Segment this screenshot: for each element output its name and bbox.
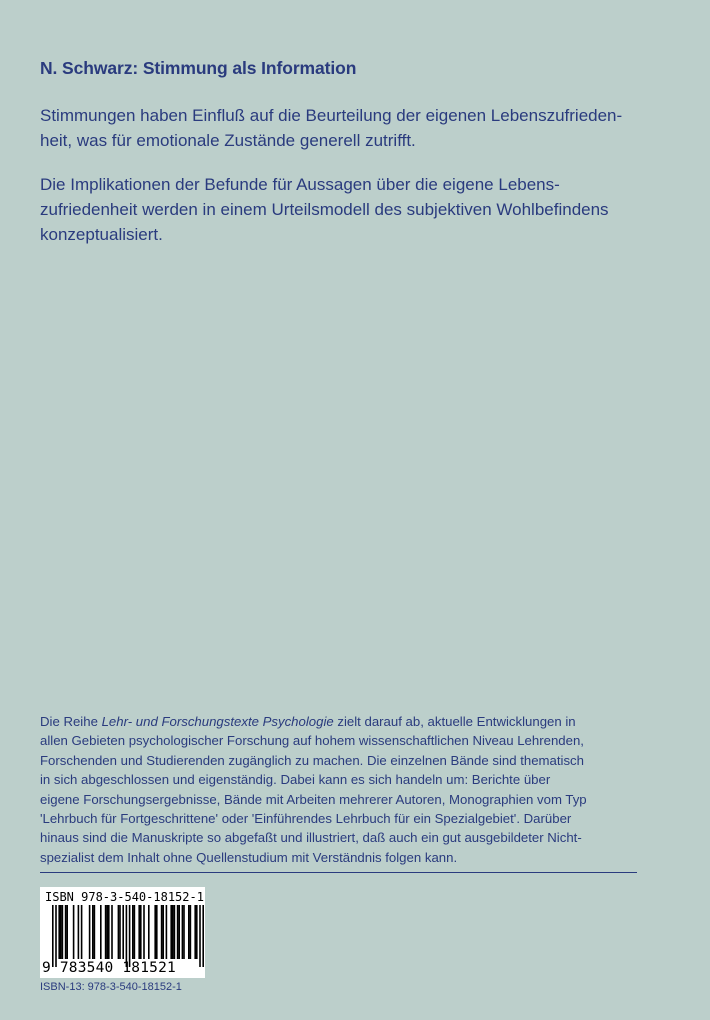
series-line: eigene Forschungsergebnisse, Bände mit Arbeiten mehrerer Autoren, Monographien vom Typ [40, 791, 587, 807]
barcode-bar [172, 905, 174, 959]
isbn13-label: ISBN-13: 978-3-540-18152-1 [40, 981, 182, 993]
barcode-bar [129, 905, 131, 967]
barcode-bar [55, 905, 57, 967]
barcode-bar [183, 905, 185, 959]
barcode-bar [190, 905, 192, 959]
barcode-bar [126, 905, 128, 967]
barcode-bar [122, 905, 124, 959]
series-line: hinaus sind die Manuskripte so abgefaßt und illustriert, daß auch ein gut ausgebildeter Nicht- [40, 830, 582, 846]
barcode-bar [178, 905, 180, 959]
barcode-bar [58, 905, 60, 959]
barcode-bar [66, 905, 68, 959]
barcode-bar [89, 905, 91, 959]
series-line: spezialist dem Inhalt ohne Quellenstudium mit Verständnis folgen kann. [40, 849, 458, 865]
barcode-bar [199, 905, 201, 967]
series-line: Forschenden und Studierenden zugänglich zu machen. Die einzelnen Bände sind thematisch [40, 752, 584, 768]
barcode-bar [73, 905, 75, 959]
barcode-bar [148, 905, 150, 959]
barcode-bar [143, 905, 145, 959]
series-line-rest: zielt darauf ab, aktuelle Entwicklungen in [333, 714, 576, 729]
barcode-bar [100, 905, 102, 959]
barcode-bar [174, 905, 176, 959]
paragraph-line: konzeptualisiert. [40, 225, 163, 244]
barcode-bar [81, 905, 83, 959]
horizontal-divider [40, 872, 637, 873]
series-intro: Die Reihe [40, 714, 102, 729]
barcode-bar [132, 905, 134, 959]
barcode-bar [105, 905, 107, 959]
barcode-bar [161, 905, 163, 959]
barcode-bar [60, 905, 62, 959]
series-line: allen Gebieten psychologischer Forschung auf hohem wissenschaftlichen Niveau Lehrenden, [40, 733, 584, 749]
barcode-bar [138, 905, 140, 959]
barcode-bar [166, 905, 168, 959]
series-line: in sich abgeschlossen und eigenständig. Dabei kann es sich handeln um: Berichte über [40, 772, 551, 788]
barcode-digits: 9 783540 181521 [42, 960, 176, 976]
barcode-bar [188, 905, 190, 959]
barcode-bar [182, 905, 184, 959]
barcode-bar [62, 905, 64, 959]
barcode-bar [194, 905, 196, 959]
barcode-bar [202, 905, 204, 967]
series-line [40, 712, 640, 731]
series-line: 'Lehrbuch für Fortgeschrittene' oder 'Einführendes Lehrbuch für ein Spezialgebiet'. Darüber [40, 811, 572, 827]
barcode-bar [65, 905, 67, 959]
barcode-isbn-text: ISBN 978-3-540-18152-1 [45, 890, 204, 904]
barcode-bar [119, 905, 121, 959]
barcode-bar [134, 905, 136, 959]
barcode-bar [156, 905, 158, 959]
barcode-bar [162, 905, 164, 959]
summary-paragraph-2 [40, 172, 640, 247]
barcode-bar [52, 905, 54, 967]
barcode-bar [196, 905, 198, 959]
paragraph-line: Stimmungen haben Einfluß auf die Beurteilung der eigenen Lebenszufrieden- [40, 106, 623, 125]
barcode-bar [92, 905, 94, 959]
barcode-bar [118, 905, 120, 959]
barcode-bar [111, 905, 113, 959]
paragraph-line: Die Implikationen der Befunde für Aussagen über die eigene Lebens- [40, 175, 560, 194]
barcode-bar [108, 905, 110, 959]
summary-paragraph-1 [40, 103, 640, 153]
paragraph-line: zufriedenheit werden in einem Urteilsmodell des subjektiven Wohlbefindens [40, 200, 609, 219]
barcode-bar [170, 905, 172, 959]
barcode-bar [177, 905, 179, 959]
book-title: N. Schwarz: Stimmung als Information [40, 58, 357, 78]
isbn-barcode [40, 887, 205, 978]
barcode-bar [154, 905, 156, 959]
barcode-bar [94, 905, 96, 959]
paragraph-line: heit, was für emotionale Zustände generell zutrifft. [40, 131, 416, 150]
barcode-bar [78, 905, 80, 959]
series-description [40, 712, 640, 867]
barcode-bar [140, 905, 142, 959]
series-name: Lehr- und Forschungstexte Psychologie [101, 714, 334, 729]
barcode-bar [106, 905, 108, 959]
